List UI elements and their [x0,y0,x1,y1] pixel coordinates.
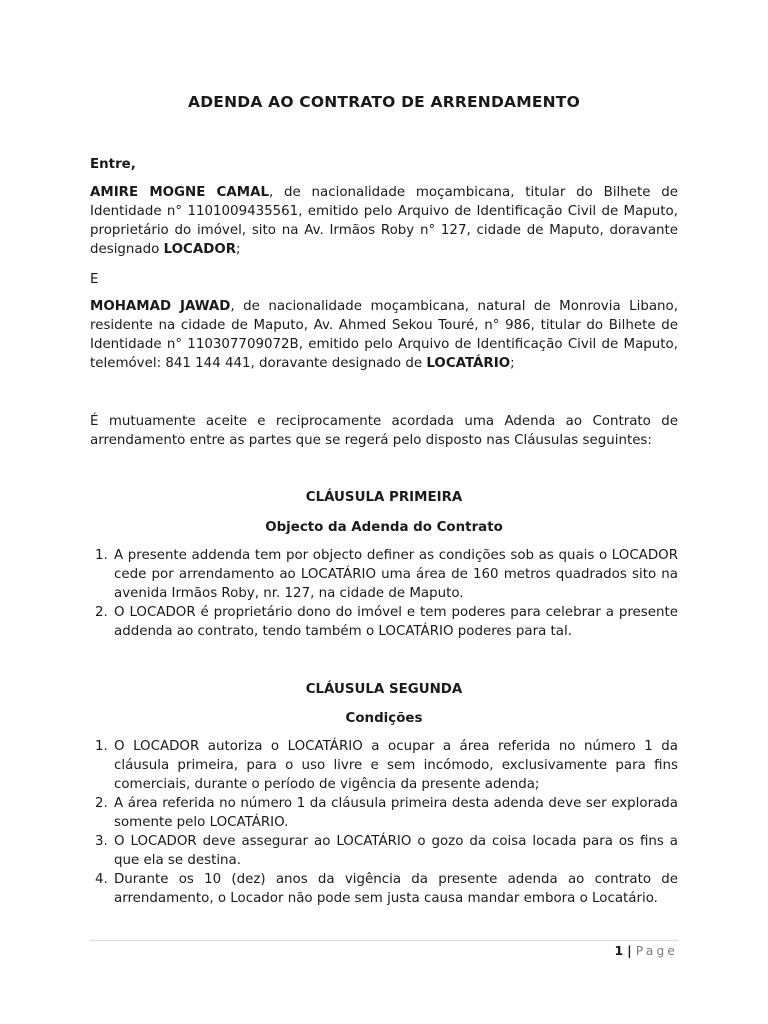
list-item: 2. O LOCADOR é proprietário dono do imóvel e tem poderes para celebrar a presente addenda ao contrato, tendo também o LOCATÁRIO poderes para tal. [112,603,678,641]
clause2-list [90,737,678,908]
page-label: Page [635,943,678,958]
clause2-subheading: Condições [345,711,423,726]
preamble-paragraph: É mutuamente aceite e reciprocamente acordada uma Adenda ao Contrato de arrendamento entre as partes que se regerá pelo disposto nas Cláusulas seguintes: [90,414,678,448]
party2-end: ; [510,356,515,371]
party2-role: LOCATÁRIO [426,356,511,371]
party1-paragraph [90,183,678,259]
list-item: 3. O LOCADOR deve assegurar ao LOCATÁRIO o gozo da coisa locada para os fins a que ela se destina. [112,832,678,870]
connector-text: E [90,272,99,287]
list-item: 1. O LOCADOR autoriza o LOCATÁRIO a ocupar a área referida no número 1 da cláusula primeira, para o uso livre e sem incómodo, exclusivamente para fins comerciais, durante o período de vigência da presente adenda; [112,737,678,794]
party1-name: AMIRE MOGNE CAMAL [90,185,269,200]
clause1-subheading: Objecto da Adenda do Contrato [265,520,503,535]
intro-text: Entre, [90,157,136,172]
list-item: 4. Durante os 10 (dez) anos da vigência da presente adenda ao contrato de arrendamento, o Locador não pode sem justa causa mandar embora o Locatário. [112,870,678,908]
list-item: 1. A presente addenda tem por objecto definer as condições sob as quais o LOCADOR cede por arrendamento ao LOCATÁRIO uma área de 160 metros quadrados sito na avenida Irmãos Roby, nr. 127, na cidade de Maputo. [112,546,678,603]
party1-role: LOCADOR [163,242,237,257]
party1-end: ; [236,242,241,257]
clause1-list [90,546,678,641]
document-title: ADENDA AO CONTRATO DE ARRENDAMENTO [188,93,580,111]
party2-name: MOHAMAD JAWAD [90,299,231,314]
list-item: 2. A área referida no número 1 da cláusula primeira desta adenda deve ser explorada somente pelo LOCATÁRIO. [112,794,678,832]
clause2-heading: CLÁUSULA SEGUNDA [305,682,463,697]
clause1-heading: CLÁUSULA PRIMEIRA [305,490,463,505]
page-number: 1 [614,943,624,958]
footer-separator: | [627,943,632,958]
footer-divider [90,940,678,941]
party2-paragraph [90,297,678,373]
party1-text: , de nacionalidade moçambicana, titular do Bilhete de Identidade n° 1101009435561, emitido pelo Arquivo de Identificação Civil de Maputo, proprietário do imóvel, sito na Av. Irmãos Roby n° 127, cidade de Maputo, doravante designado [90,185,678,257]
party2-text: , de nacionalidade moçambicana, natural de Monrovia Libano, residente na cidade de Maputo, Av. Ahmed Sekou Touré, n° 986, titular do Bilhete de Identidade n° 110307709072B, emitido pelo Arquivo de Identificação Civil de Maputo, telemóvel: 841 144 441, doravante designado de [90,299,678,371]
page-footer [90,943,678,958]
